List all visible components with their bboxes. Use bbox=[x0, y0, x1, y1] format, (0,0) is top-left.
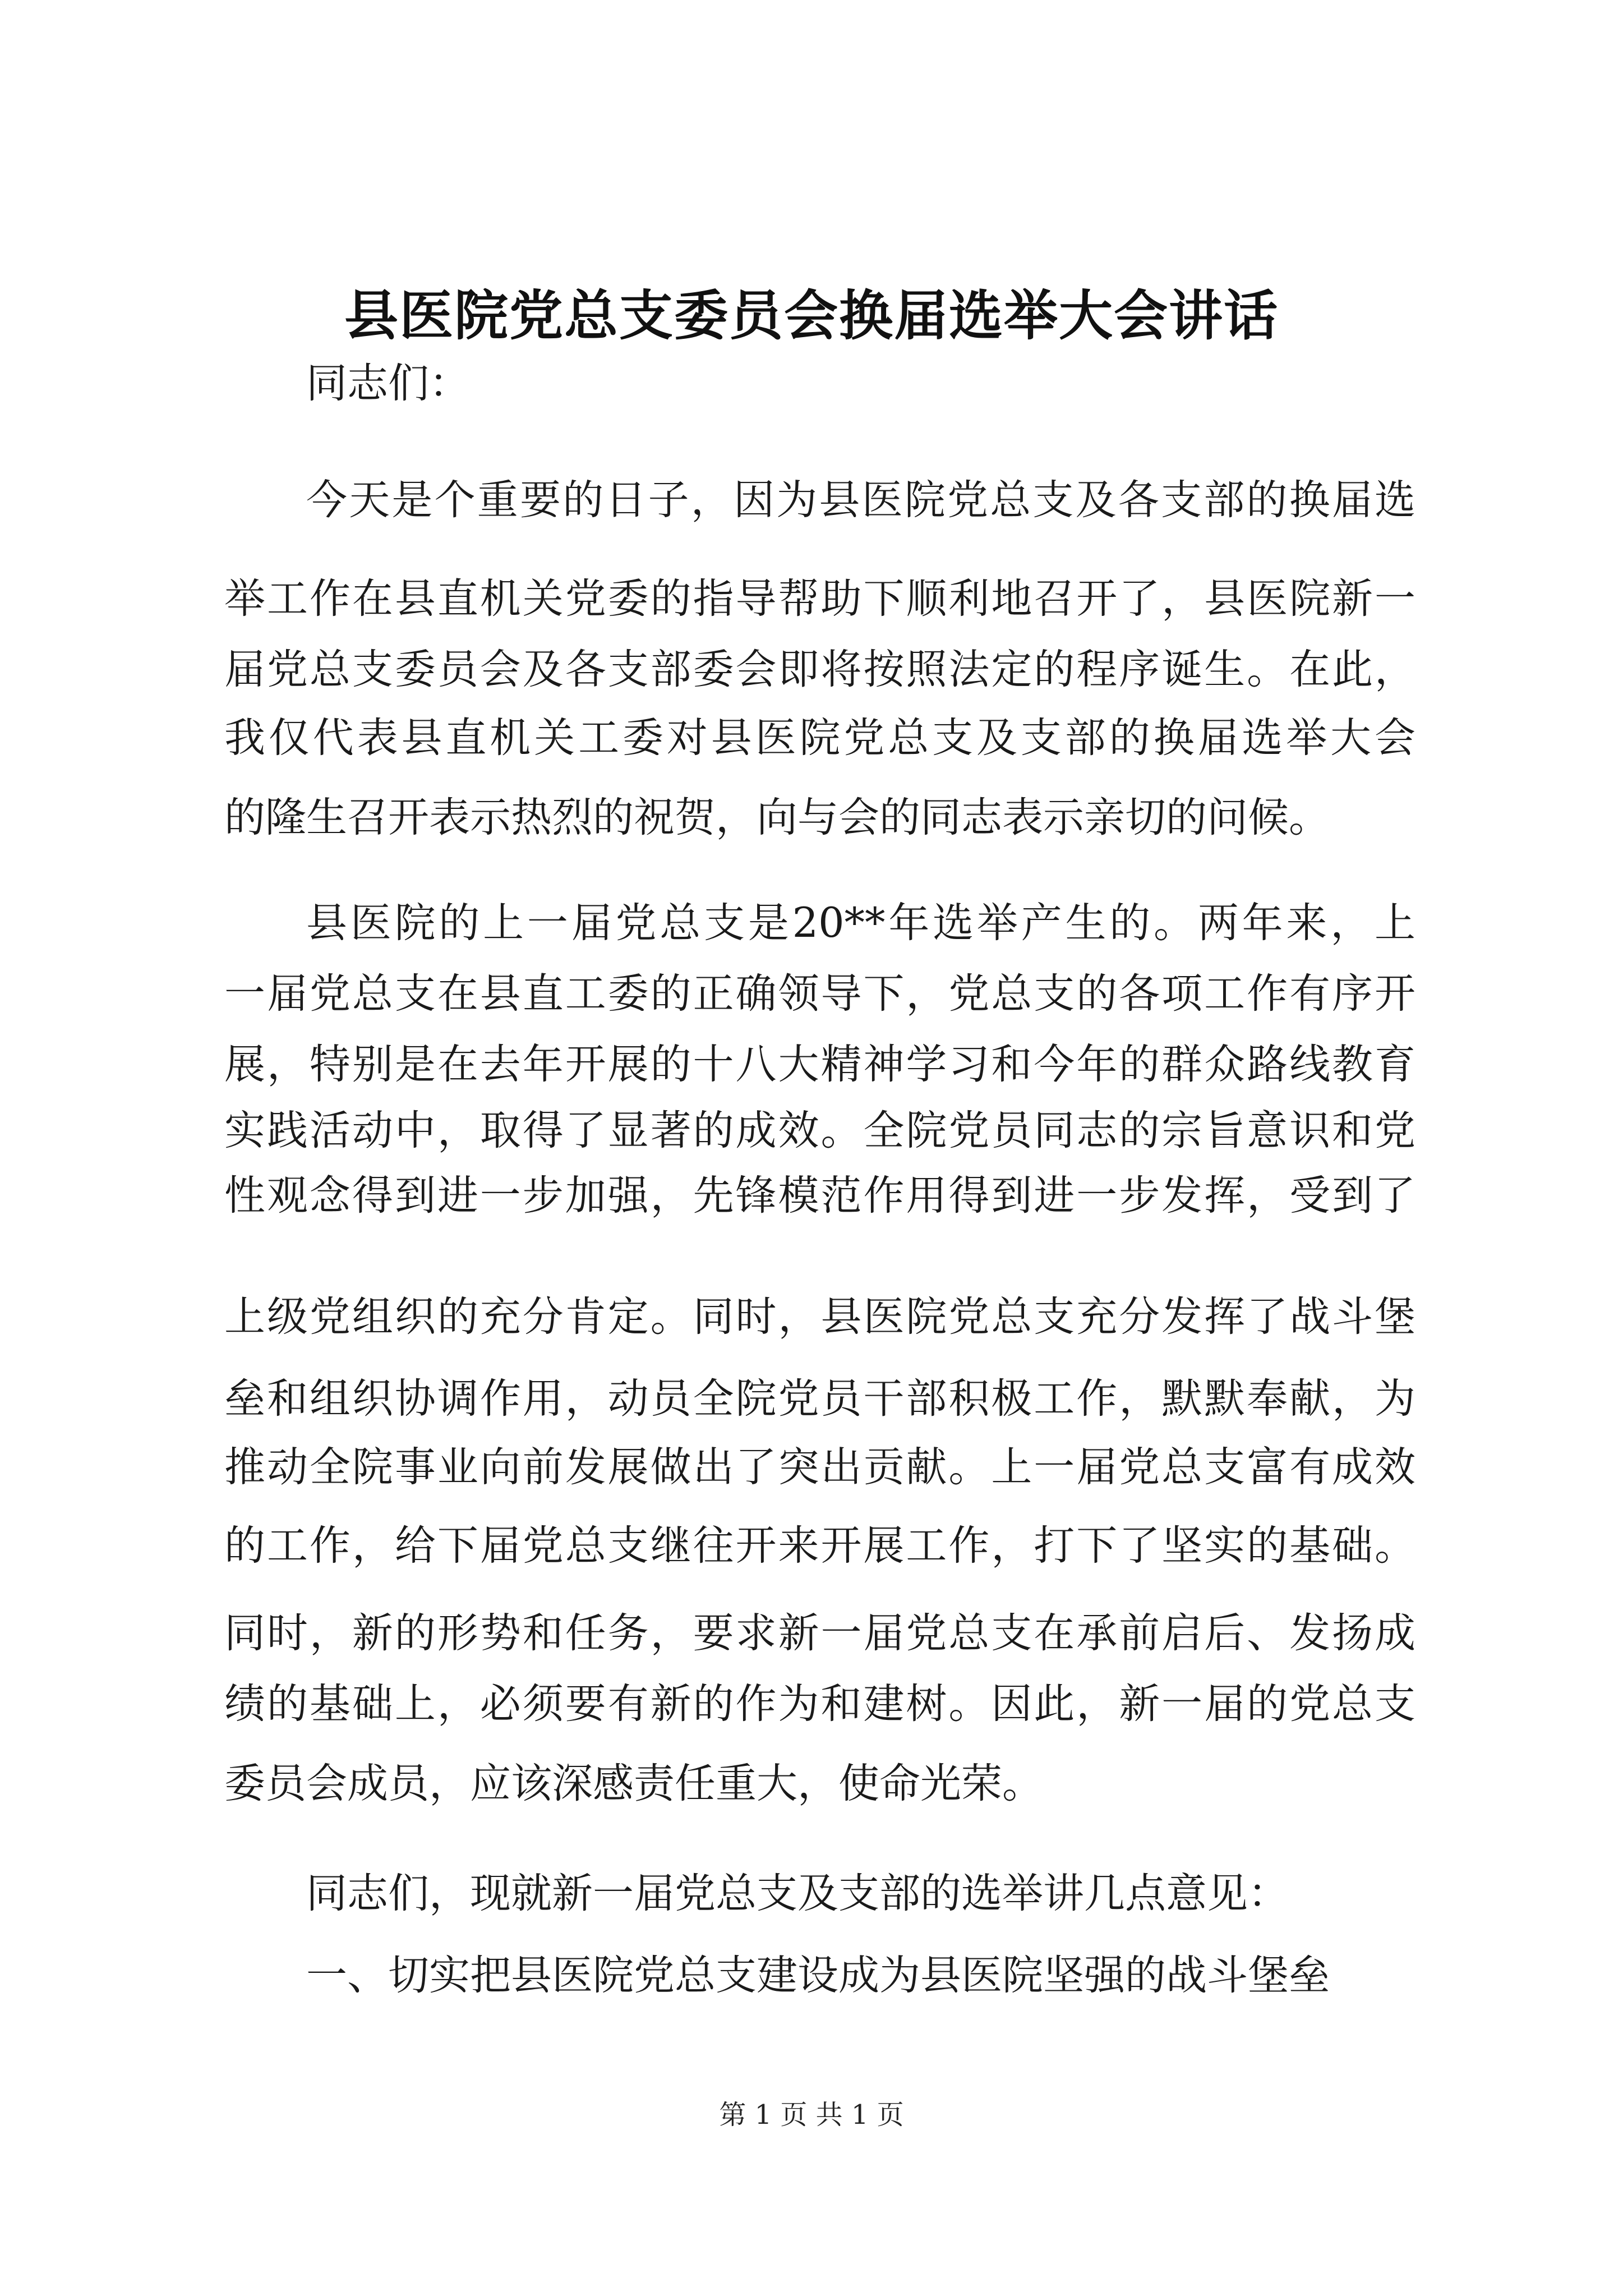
paragraph-line: 今天是个重要的日子，因为县医院党总支及各支部的换届选 bbox=[306, 476, 1415, 524]
paragraph-line: 展，特别是在去年开展的十八大精神学习和今年的群众路线教育 bbox=[224, 1041, 1415, 1088]
paragraph-line: 的工作，给下届党总支继往开来开展工作，打下了坚实的基础。 bbox=[224, 1522, 1415, 1570]
paragraph-line: 县医院的上一届党总支是20**年选举产生的。两年来，上 bbox=[306, 899, 1415, 947]
paragraph-line: 上级党组织的充分肯定。同时，县医院党总支充分发挥了战斗堡 bbox=[224, 1293, 1415, 1341]
paragraph-line: 同时，新的形势和任务，要求新一届党总支在承前启后、发扬成 bbox=[224, 1609, 1415, 1657]
page-footer: 第 1 页 共 1 页 bbox=[719, 2099, 904, 2131]
paragraph-line: 委员会成员，应该深感责任重大，使命光荣。 bbox=[224, 1760, 1043, 1807]
paragraph-line: 绩的基础上，必须要有新的作为和建树。因此，新一届的党总支 bbox=[224, 1680, 1415, 1728]
paragraph-line: 的隆生召开表示热烈的祝贺，向与会的同志表示亲切的问候。 bbox=[224, 794, 1330, 841]
paragraph-line: 举工作在县直机关党委的指导帮助下顺利地召开了，县医院新一 bbox=[224, 575, 1415, 623]
paragraph-line: 推动全院事业向前发展做出了突出贡献。上一届党总支富有成效 bbox=[224, 1443, 1415, 1491]
paragraph-line: 实践活动中，取得了显著的成效。全院党员同志的宗旨意识和党 bbox=[224, 1107, 1415, 1154]
paragraph-line: 一届党总支在县直工委的正确领导下，党总支的各项工作有序开 bbox=[224, 970, 1415, 1018]
paragraph-intro-points: 同志们，现就新一届党总支及支部的选举讲几点意见： bbox=[306, 1870, 1289, 1917]
paragraph-line: 我仅代表县直机关工委对县医院党总支及支部的换届选举大会 bbox=[224, 714, 1415, 762]
salutation: 同志们： bbox=[306, 360, 470, 407]
paragraph-line: 垒和组织协调作用，动员全院党员干部积极工作，默默奉献，为 bbox=[224, 1375, 1415, 1423]
paragraph-line: 性观念得到进一步加强，先锋模范作用得到进一步发挥，受到了 bbox=[224, 1172, 1415, 1220]
document-title: 县医院党总支委员会换届选举大会讲话 bbox=[344, 284, 1279, 347]
paragraph-line: 届党总支委员会及各支部委会即将按照法定的程序诞生。在此， bbox=[224, 646, 1415, 693]
section-heading: 一、切实把县医院党总支建设成为县医院坚强的战斗堡垒 bbox=[306, 1952, 1330, 1999]
